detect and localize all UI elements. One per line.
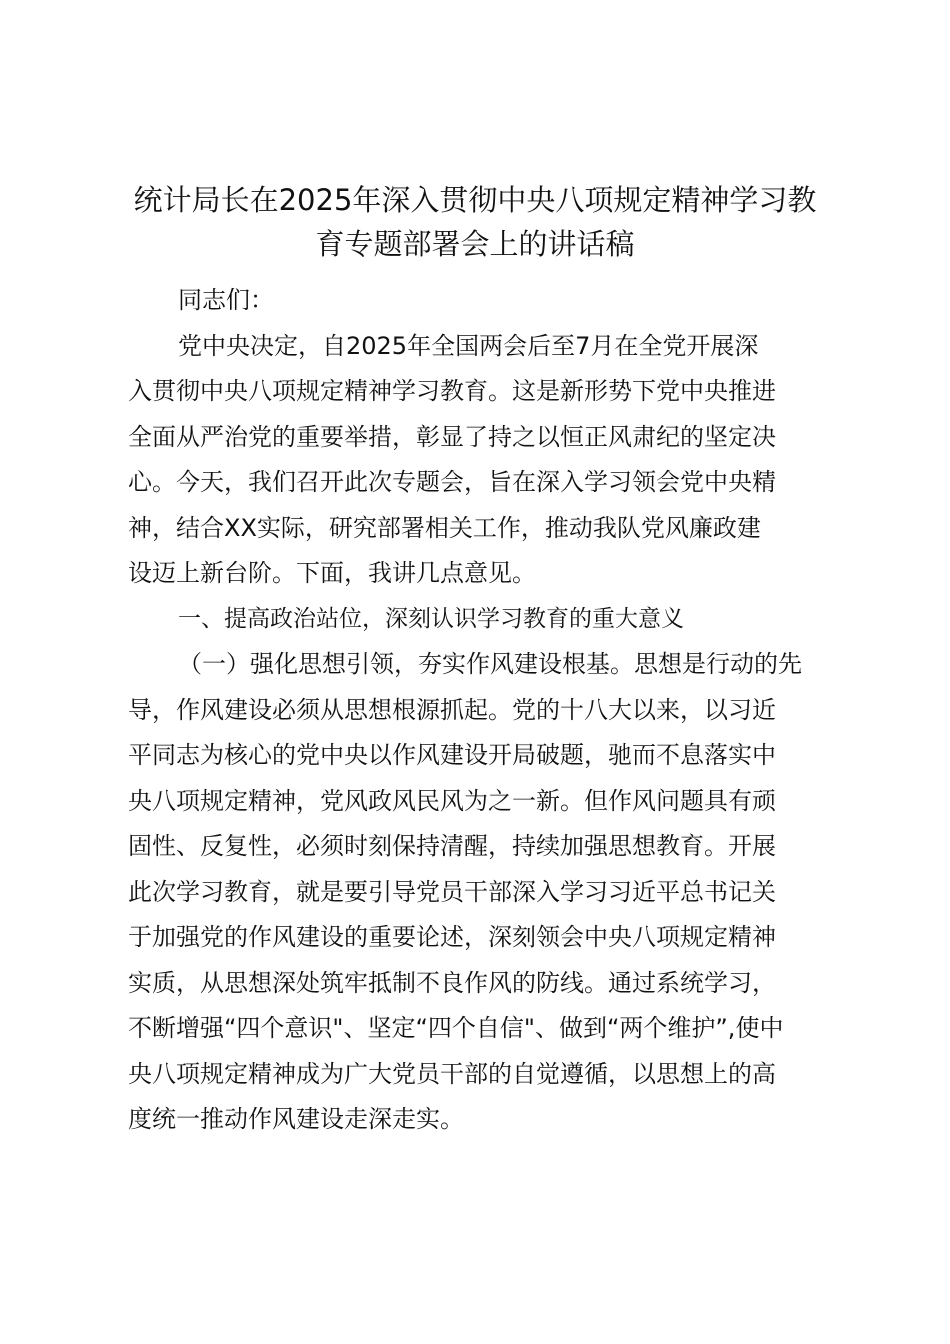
paragraph-line: 固性、反复性，必须时刻保持清醒，持续加强思想教育。开展 (128, 832, 776, 860)
title-line-2: 育专题部署会上的讲话稿 (315, 227, 635, 261)
paragraph-line: 平同志为核心的党中央以作风建设开局破题，驰而不息落实中 (128, 741, 776, 769)
paragraph-line: 央八项规定精神，党风政风民风为之一新。但作风问题具有顽 (128, 786, 776, 815)
document-body (128, 278, 828, 1143)
title-line-1: 统计局长在2025年深入贯彻中央八项规定精神学习教 (133, 183, 817, 217)
paragraph-line: 此次学习教育，就是要引导党员干部深入学习习近平总书记关 (128, 877, 776, 906)
paragraph-line: 全面从严治党的重要举措，彰显了持之以恒正风肃纪的坚定决 (128, 422, 776, 451)
paragraph-line: 设迈上新台阶。下面，我讲几点意见。 (128, 559, 536, 587)
paragraph-line: 实质，从思想深处筑牢抵制不良作风的防线。通过系统学习， (128, 968, 776, 997)
section-heading-1: 一、提高政治站位，深刻认识学习教育的重大意义 (178, 605, 684, 632)
paragraph-2 (128, 642, 828, 1143)
paragraph-1 (128, 324, 828, 597)
paragraph-line: 入贯彻中央八项规定精神学习教育。这是新形势下党中央推进 (128, 377, 776, 405)
paragraph-line: 神，结合XX实际，研究部署相关工作，推动我队党风廉政建 (128, 513, 761, 542)
paragraph-line: 心。今天，我们召开此次专题会，旨在深入学习领会党中央精 (128, 468, 776, 496)
paragraph-line: 导，作风建设必须从思想根源抓起。党的十八大以来，以习近 (128, 695, 776, 724)
paragraph-line: 度统一推动作风建设走深走实。 (128, 1105, 464, 1133)
paragraph-line: 不断增强“四个意识"、坚定“四个自信"、做到“两个维护”,使中 (128, 1014, 784, 1042)
paragraph-line: 党中央决定，自2025年全国两会后至7月在全党开展深 (178, 331, 759, 360)
document-title (120, 178, 830, 266)
paragraph-line: （一）强化思想引领，夯实作风建设根基。思想是行动的先 (178, 650, 802, 678)
salutation: 同志们： (178, 286, 274, 314)
paragraph-line: 于加强党的作风建设的重要论述，深刻领会中央八项规定精神 (128, 923, 776, 951)
paragraph-line: 央八项规定精神成为广大党员干部的自觉遵循，以思想上的高 (128, 1059, 776, 1088)
